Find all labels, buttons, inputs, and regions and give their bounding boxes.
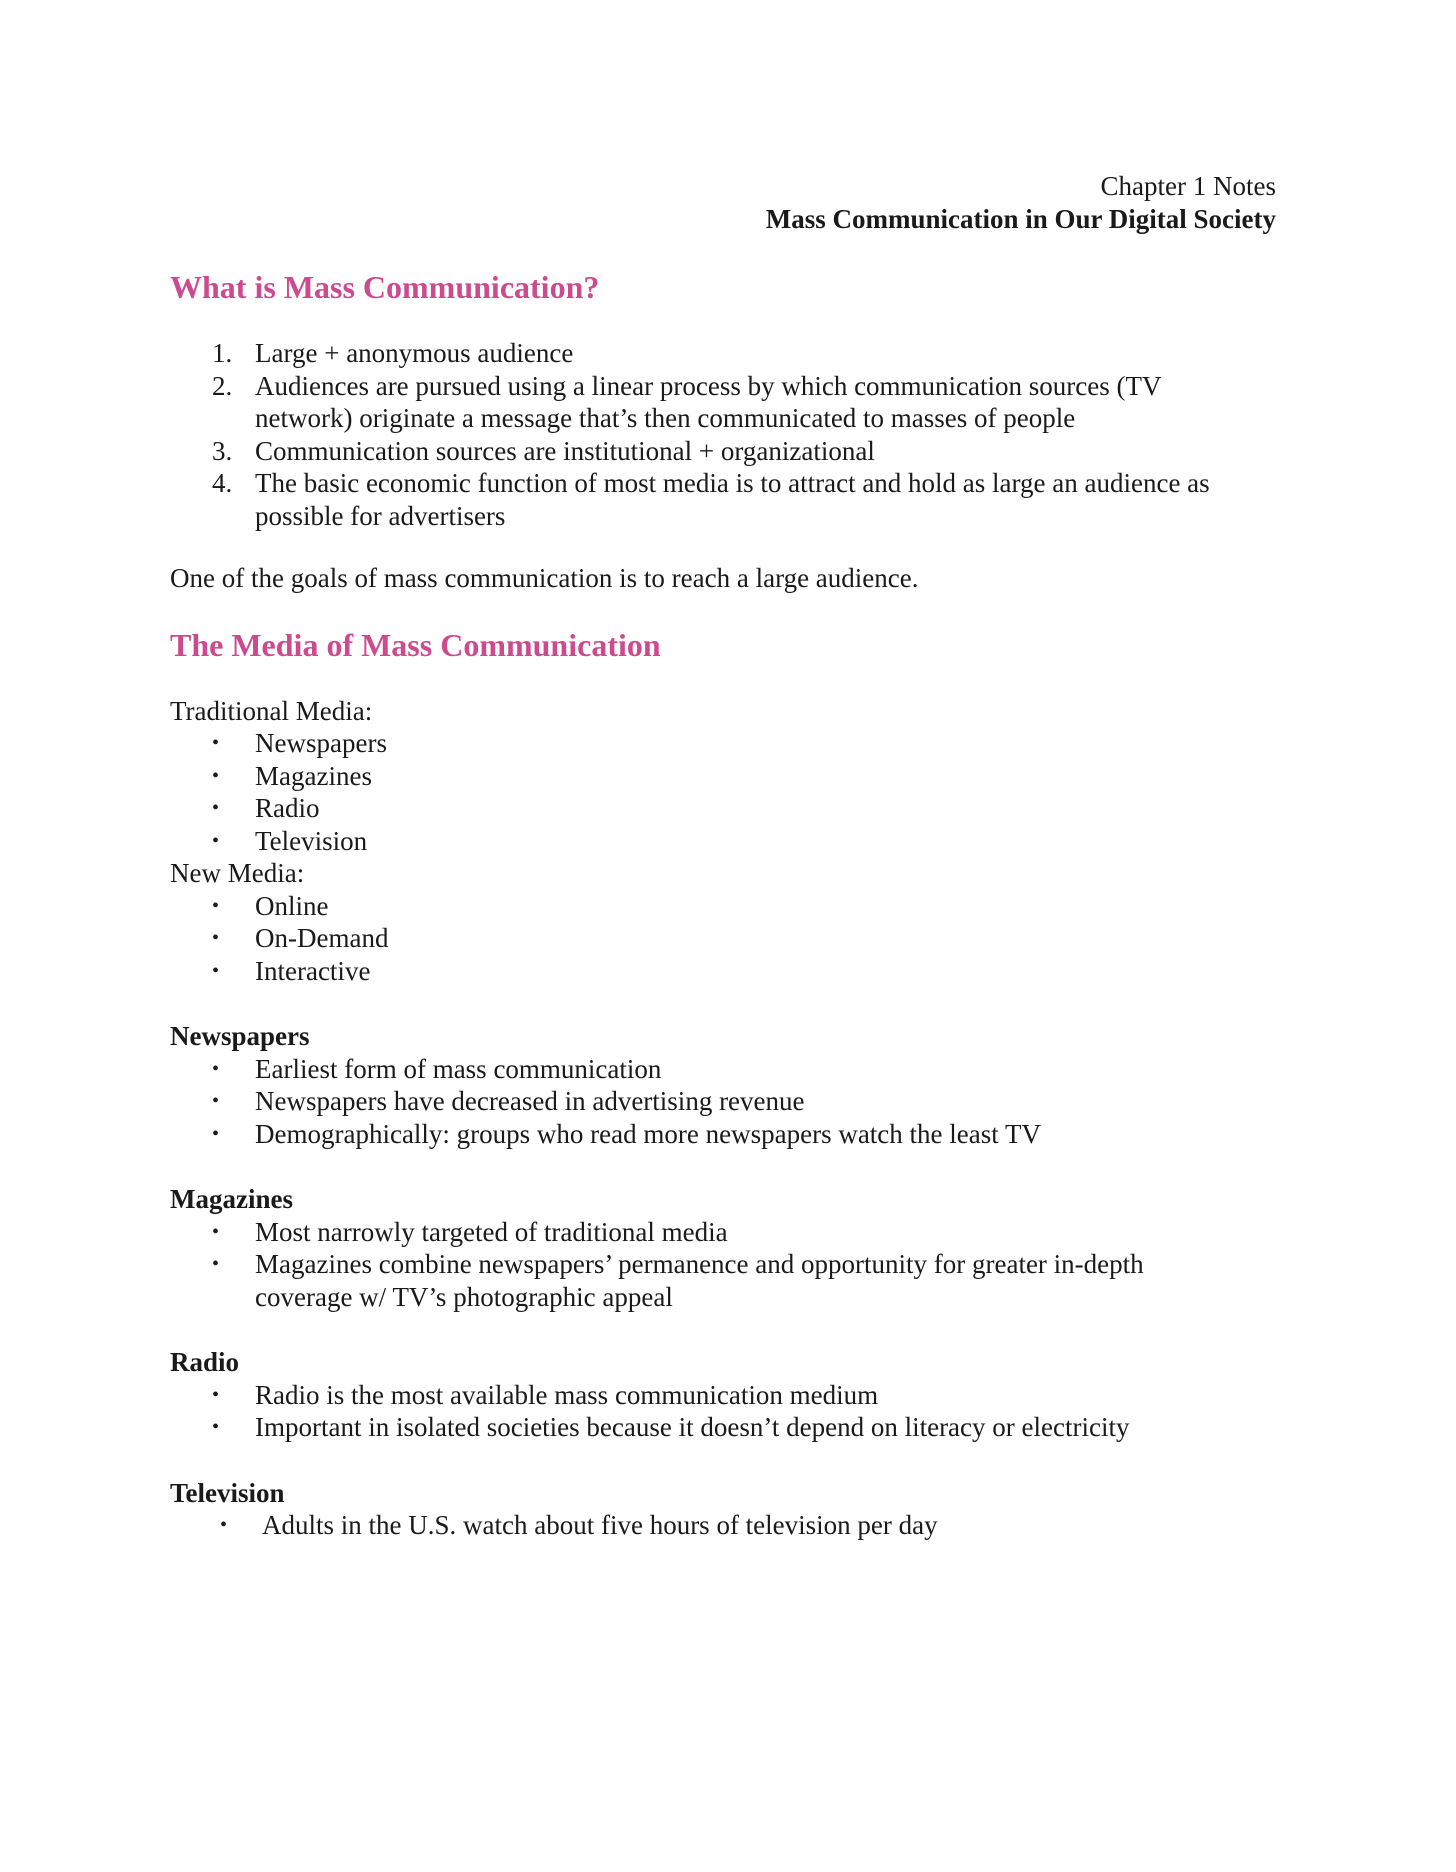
list-item bbox=[170, 1411, 1276, 1444]
list-item bbox=[170, 1085, 1276, 1118]
list-item-text: Communication sources are institutional + organizational bbox=[255, 435, 875, 466]
traditional-media-label: Traditional Media: bbox=[170, 695, 373, 726]
section-heading-media: The Media of Mass Communication bbox=[170, 626, 661, 663]
bullet-icon: • bbox=[212, 1253, 220, 1275]
subheading-magazines: Magazines bbox=[170, 1184, 293, 1214]
list-item bbox=[170, 792, 1276, 825]
bullet-icon: • bbox=[212, 1220, 220, 1243]
bullet-icon: • bbox=[212, 894, 220, 917]
list-item-text: Radio is the most available mass communication medium bbox=[255, 1379, 879, 1410]
bullet-icon: • bbox=[212, 829, 220, 852]
new-media-label: New Media: bbox=[170, 858, 305, 888]
bullet-icon: • bbox=[220, 1514, 228, 1536]
list-item bbox=[170, 890, 1276, 923]
list-item-text: Demographically: groups who read more newspapers watch the least TV bbox=[255, 1118, 1042, 1149]
subheading-radio: Radio bbox=[170, 1347, 240, 1377]
list-item bbox=[170, 760, 1276, 793]
bullet-icon: • bbox=[212, 764, 220, 787]
list-item-text: Interactive bbox=[255, 955, 371, 986]
bullet-icon: • bbox=[212, 732, 220, 754]
radio-list bbox=[170, 1379, 1276, 1444]
document-title: Mass Communication in Our Digital Society bbox=[765, 203, 1276, 234]
bullet-icon: • bbox=[212, 1090, 220, 1112]
list-item-text-line: Magazines combine newspapers’ permanence and opportunity for greater in-depth bbox=[255, 1249, 1144, 1279]
list-item-text-line: possible for advertisers bbox=[255, 500, 506, 531]
list-item bbox=[170, 1509, 1276, 1542]
traditional-media-list bbox=[170, 727, 1276, 857]
list-number: 2. bbox=[212, 370, 233, 401]
newspapers-list bbox=[170, 1053, 1276, 1151]
list-item-text: Most narrowly targeted of traditional media bbox=[255, 1216, 728, 1247]
list-item-text: Radio bbox=[255, 793, 320, 823]
definition-list bbox=[170, 337, 1276, 532]
list-item-text-line: network) originate a message that’s then communicated to masses of people bbox=[255, 403, 1076, 433]
list-item-text: Television bbox=[255, 825, 368, 856]
bullet-icon: • bbox=[212, 1122, 220, 1145]
list-item-text: Newspapers have decreased in advertising revenue bbox=[255, 1086, 805, 1116]
list-item-text: On-Demand bbox=[255, 923, 389, 953]
list-item-text-line: Audiences are pursued using a linear process by which communication sources (TV bbox=[255, 370, 1162, 401]
list-item bbox=[170, 955, 1276, 988]
list-item bbox=[170, 1118, 1276, 1151]
list-item bbox=[170, 1216, 1276, 1249]
goal-paragraph: One of the goals of mass communication is to reach a large audience. bbox=[170, 563, 919, 593]
new-media-list bbox=[170, 890, 1276, 988]
television-list bbox=[170, 1509, 1276, 1542]
list-item-text: Newspapers bbox=[255, 728, 387, 758]
subheading-newspapers: Newspapers bbox=[170, 1021, 310, 1051]
bullet-icon: • bbox=[212, 1416, 220, 1438]
list-item bbox=[170, 435, 1276, 468]
list-number: 4. bbox=[212, 468, 233, 498]
list-number: 3. bbox=[212, 435, 233, 466]
list-item bbox=[170, 370, 1276, 435]
list-item bbox=[170, 1379, 1276, 1412]
section-heading-what-is: What is Mass Communication? bbox=[170, 269, 600, 305]
list-item-text-line: The basic economic function of most media is to attract and hold as large an audience as bbox=[255, 468, 1210, 498]
bullet-icon: • bbox=[212, 927, 220, 949]
list-item-text: Earliest form of mass communication bbox=[255, 1053, 662, 1084]
bullet-icon: • bbox=[212, 1057, 220, 1080]
list-item bbox=[170, 825, 1276, 858]
list-item-text: Magazines bbox=[255, 760, 372, 791]
magazines-list bbox=[170, 1216, 1276, 1314]
list-item bbox=[170, 727, 1276, 760]
list-item-text: Important in isolated societies because it doesn’t depend on literacy or electricity bbox=[255, 1412, 1130, 1442]
list-item bbox=[170, 467, 1276, 532]
document-header bbox=[170, 170, 1276, 235]
list-item-text: Large + anonymous audience bbox=[255, 338, 574, 368]
list-item bbox=[170, 1053, 1276, 1086]
bullet-icon: • bbox=[212, 1383, 220, 1406]
document-page bbox=[170, 170, 1276, 1542]
chapter-label: Chapter 1 Notes bbox=[1100, 171, 1276, 201]
list-item bbox=[170, 1248, 1276, 1313]
list-item-text-line: coverage w/ TV’s photographic appeal bbox=[255, 1281, 673, 1312]
list-item bbox=[170, 337, 1276, 370]
list-number: 1. bbox=[212, 338, 233, 368]
list-item-text: Adults in the U.S. watch about five hours of television per day bbox=[262, 1510, 938, 1540]
list-item-text: Online bbox=[255, 890, 329, 921]
bullet-icon: • bbox=[212, 797, 220, 819]
subheading-television: Television bbox=[170, 1477, 285, 1508]
list-item bbox=[170, 922, 1276, 955]
bullet-icon: • bbox=[212, 959, 220, 982]
